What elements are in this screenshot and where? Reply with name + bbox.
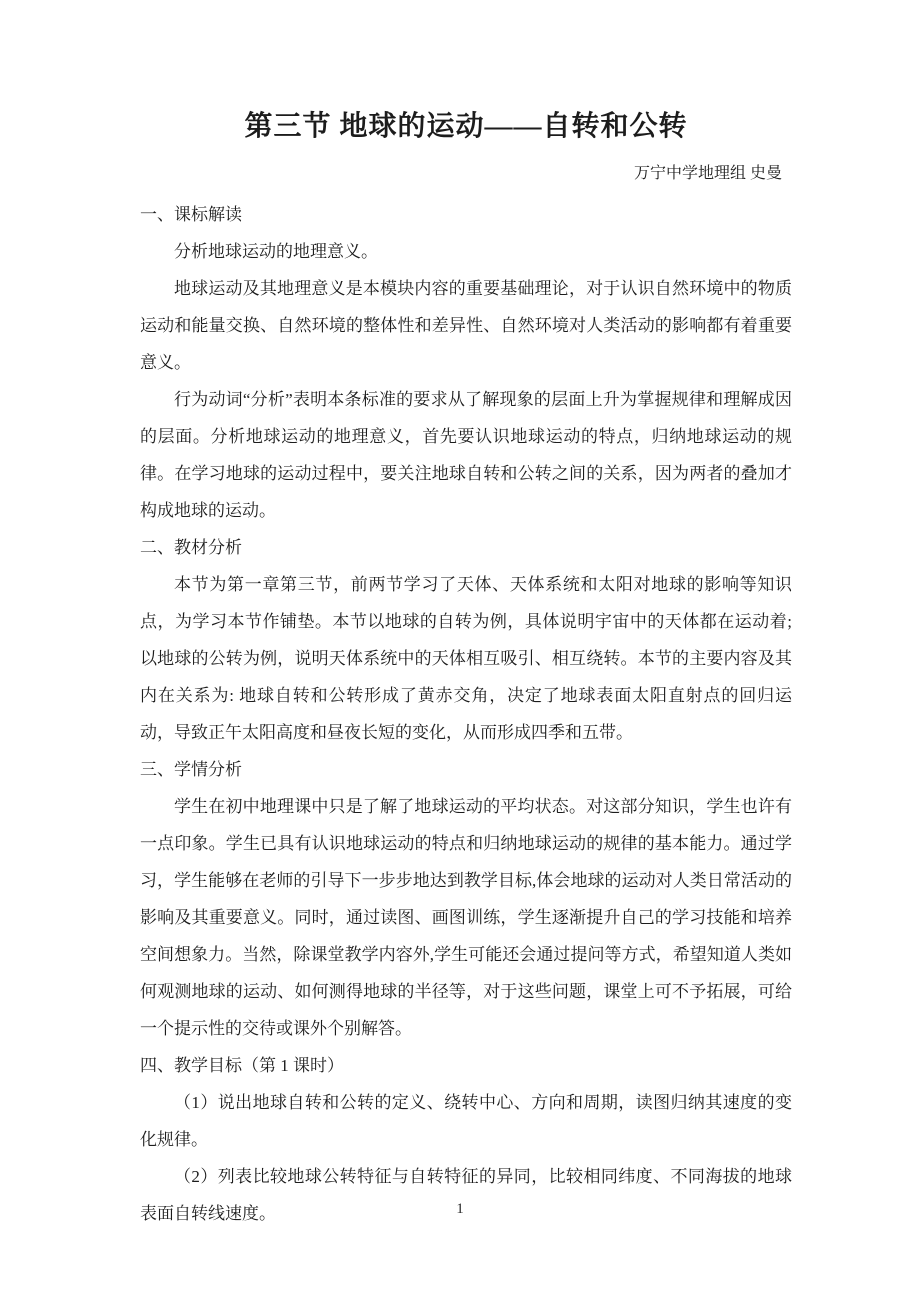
document-title: 第三节 地球的运动——自转和公转 [244,111,688,142]
section-heading-textbook-analysis: 二、教材分析 [140,538,242,557]
paragraph-learner-analysis: 学生在初中地理课中只是了解了地球运动的平均状态。对这部分知识，学生也许有一点印象。学生已具有认识地球运动的特点和归纳地球运动的规律的基本能力。通过学习，学生能够在老师的引导下一步步地达到教学目标,体会地球的运动对人类日常活动的影响及其重要意义。同时，通过读图、画图训练，学生逐渐提升自己的学习技能和培养空间想象力。当然，除课堂教学内容外,学生可能还会通过提问等方式，希望知道人类如何观测地球的运动、如何测得地球的半径等，对于这些问题，课堂上可不予拓展，可给一个提示性的交待或课外个别解答。 [140,797,792,1038]
byline-author: 万宁中学地理组 史曼 [633,165,782,182]
paragraph-standard-statement: 分析地球运动的地理意义。 [174,242,378,261]
paragraph-objective-1: （1）说出地球自转和公转的定义、绕转中心、方向和周期，读图归纳其速度的变化规律。 [140,1093,792,1149]
page-number: 1 [456,1201,464,1217]
section-heading-curriculum-standard: 一、课标解读 [140,205,242,224]
section-heading-learner-analysis: 三、学情分析 [140,760,242,779]
paragraph-standard-verb-analysis: 行为动词“分析”表明本条标准的要求从了解现象的层面上升为掌握规律和理解成因的层面。分析地球运动的地理意义，首先要认识地球运动的特点，归纳地球运动的规律。在学习地球的运动过程中，要关注地球自转和公转之间的关系，因为两者的叠加才构成地球的运动。 [140,390,792,520]
document-body [140,196,792,1232]
section-heading-teaching-objectives: 四、教学目标（第 1 课时） [140,1056,344,1075]
paragraph-objective-2: （2）列表比较地球公转特征与自转特征的异同，比较相同纬度、不同海拔的地球表面自转线速度。 [140,1167,792,1223]
document-content [140,110,792,1232]
paragraph-textbook-analysis: 本节为第一章第三节，前两节学习了天体、天体系统和太阳对地球的影响等知识点，为学习本节作铺垫。本节以地球的自转为例，具体说明宇宙中的天体都在运动着; 以地球的公转为例，说明天体系统中的天体相互吸引、相互绕转。本节的主要内容及其内在关系为: 地球自转和公转形成了黄赤交角，决定了地球表面太阳直射点的回归运动，导致正午太阳高度和昼夜长短的变化，从而形成四季和五带。 [140,575,792,742]
paragraph-standard-significance: 地球运动及其地理意义是本模块内容的重要基础理论，对于认识自然环境中的物质运动和能量交换、自然环境的整体性和差异性、自然环境对人类活动的影响都有着重要意义。 [140,279,792,372]
